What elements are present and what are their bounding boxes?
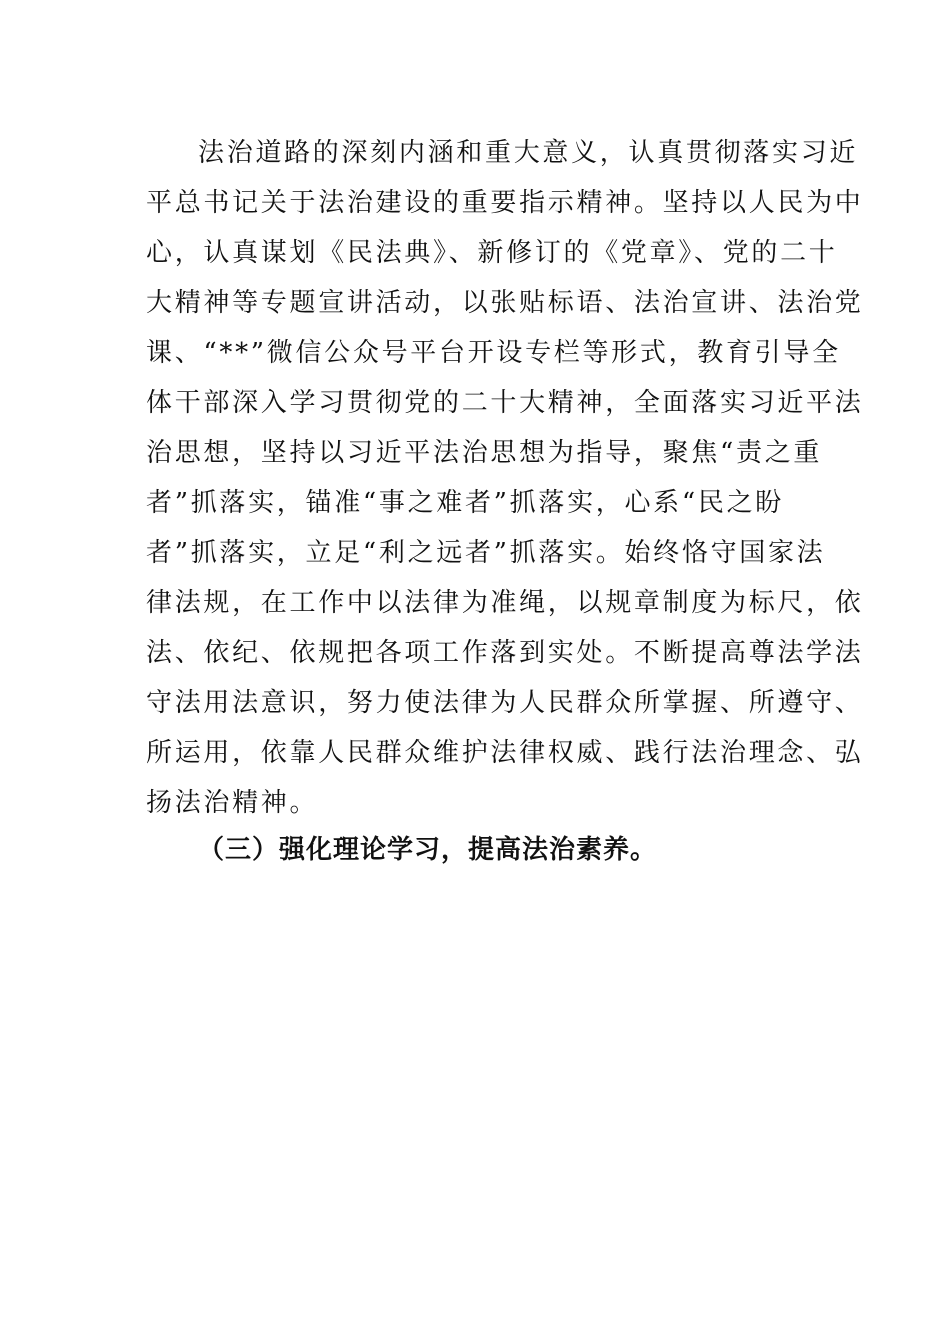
paragraph-line: 平总书记关于法治建设的重要指示精神。坚持以人民为中 [146, 188, 864, 218]
paragraph-line: 扬法治精神。 [146, 788, 319, 818]
paragraph-line: 者”抓落实，立足“利之远者”抓落实。始终恪守国家法 [146, 538, 826, 568]
section-heading: （三）强化理论学习，提高法治素养。 [198, 835, 658, 865]
paragraph-line: 心，认真谋划《民法典》、新修订的《党章》、党的二十 [146, 238, 838, 268]
paragraph-line: 所运用，依靠人民群众维护法律权威、践行法治理念、弘 [146, 738, 864, 768]
paragraph-line: 法、依纪、依规把各项工作落到实处。不断提高尊法学法 [146, 638, 864, 668]
paragraph-line: 守法用法意识，努力使法律为人民群众所掌握、所遵守、 [146, 688, 864, 718]
paragraph-line: 法治道路的深刻内涵和重大意义，认真贯彻落实习近 [198, 138, 859, 168]
paragraph-line: 课、“**”微信公众号平台开设专栏等形式，教育引导全 [146, 338, 841, 368]
paragraph-line: 体干部深入学习贯彻党的二十大精神，全面落实习近平法 [146, 388, 864, 418]
body-paragraph [146, 128, 864, 828]
paragraph-line: 者”抓落实，锚准“事之难者”抓落实，心系“民之盼 [146, 488, 784, 518]
paragraph-line: 律法规，在工作中以法律为准绳，以规章制度为标尺，依 [146, 588, 864, 618]
paragraph-line: 大精神等专题宣讲活动，以张贴标语、法治宣讲、法治党 [146, 288, 864, 318]
paragraph-line: 治思想，坚持以习近平法治思想为指导，聚焦“责之重 [146, 438, 823, 468]
